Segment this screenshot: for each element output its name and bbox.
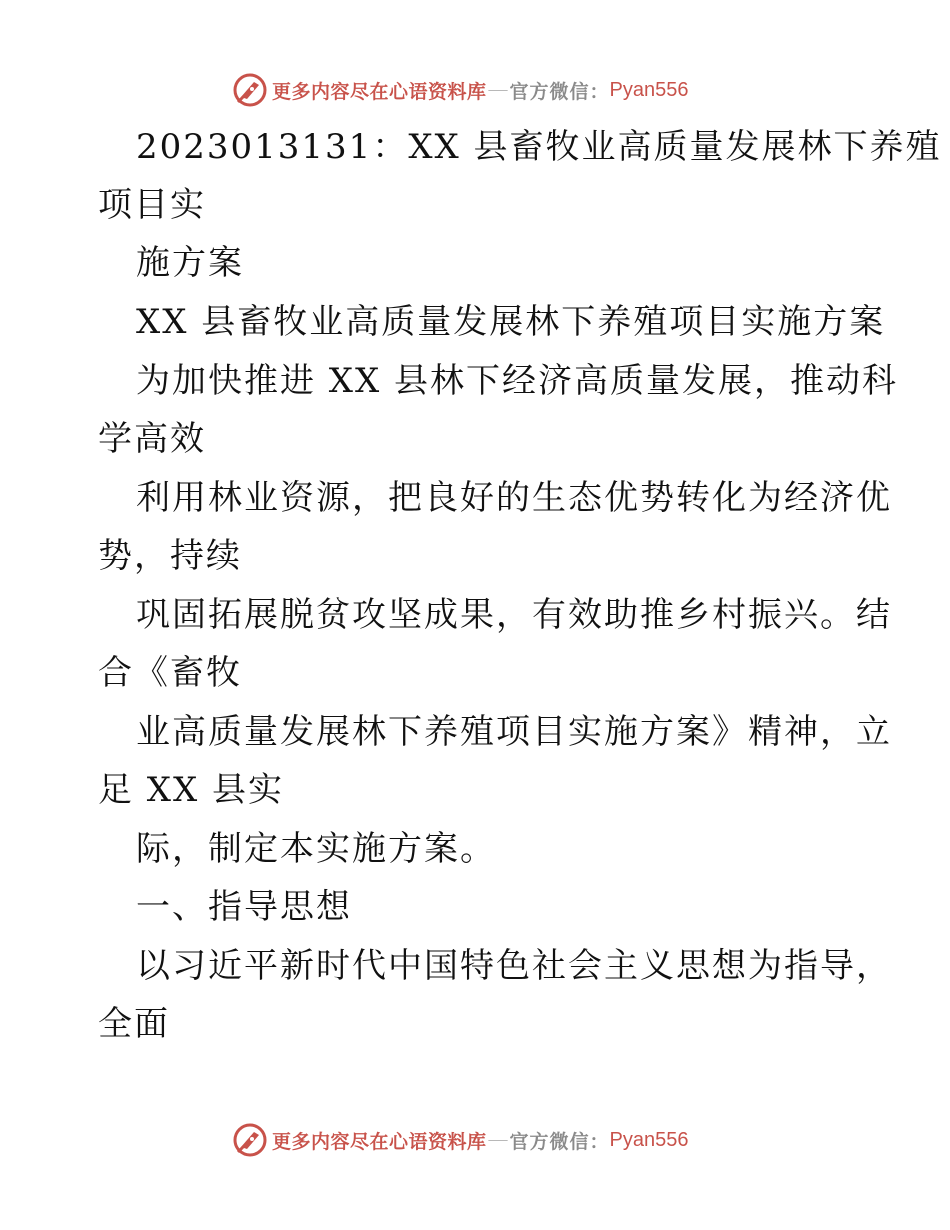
section-heading: 一、指导思想 [136,887,352,927]
body-line: 施方案 [136,243,244,283]
pen-nib-circle-icon [232,72,268,108]
watermark-dash: — [488,1129,508,1150]
pen-nib-circle-icon [232,1122,268,1158]
body-line: 利用林业资源，把良好的生态优势转化为经济优 [136,478,892,518]
watermark-wechat-id: Pyan556 [609,1128,689,1151]
body-line: 为加快推进 XX 县林下经济高质量发展，推动科 [136,361,899,401]
body-line: 学高效 [98,419,206,459]
watermark-wechat-id: Pyan556 [609,78,689,101]
watermark-wechat-label: 官方微信： [509,80,610,103]
body-line: 合《畜牧 [98,653,242,693]
body-line: 巩固拓展脱贫攻坚成果，有效助推乡村振兴。结 [136,595,892,635]
body-line: 全面 [98,1004,170,1044]
body-line: 项目实 [98,185,206,225]
watermark-main-text: 更多内容尽在心语资料库 [272,80,487,103]
watermark-main-text: 更多内容尽在心语资料库 [272,1130,487,1153]
body-line: 业高质量发展林下养殖项目实施方案》精神，立 [136,712,892,752]
body-line: 以习近平新时代中国特色社会主义思想为指导， [136,946,892,986]
watermark-dash: — [488,79,508,100]
body-line: 势，持续 [98,536,242,576]
body-line: 际，制定本实施方案。 [136,829,496,869]
body-line: 2023013131：XX 县畜牧业高质量发展林下养殖 [136,127,942,167]
watermark-banner-bottom [0,1120,950,1160]
watermark-wechat-label: 官方微信： [509,1130,610,1153]
body-line: XX 县畜牧业高质量发展林下养殖项目实施方案 [136,302,886,342]
watermark-banner-top [0,70,950,110]
body-line: 足 XX 县实 [98,770,285,810]
